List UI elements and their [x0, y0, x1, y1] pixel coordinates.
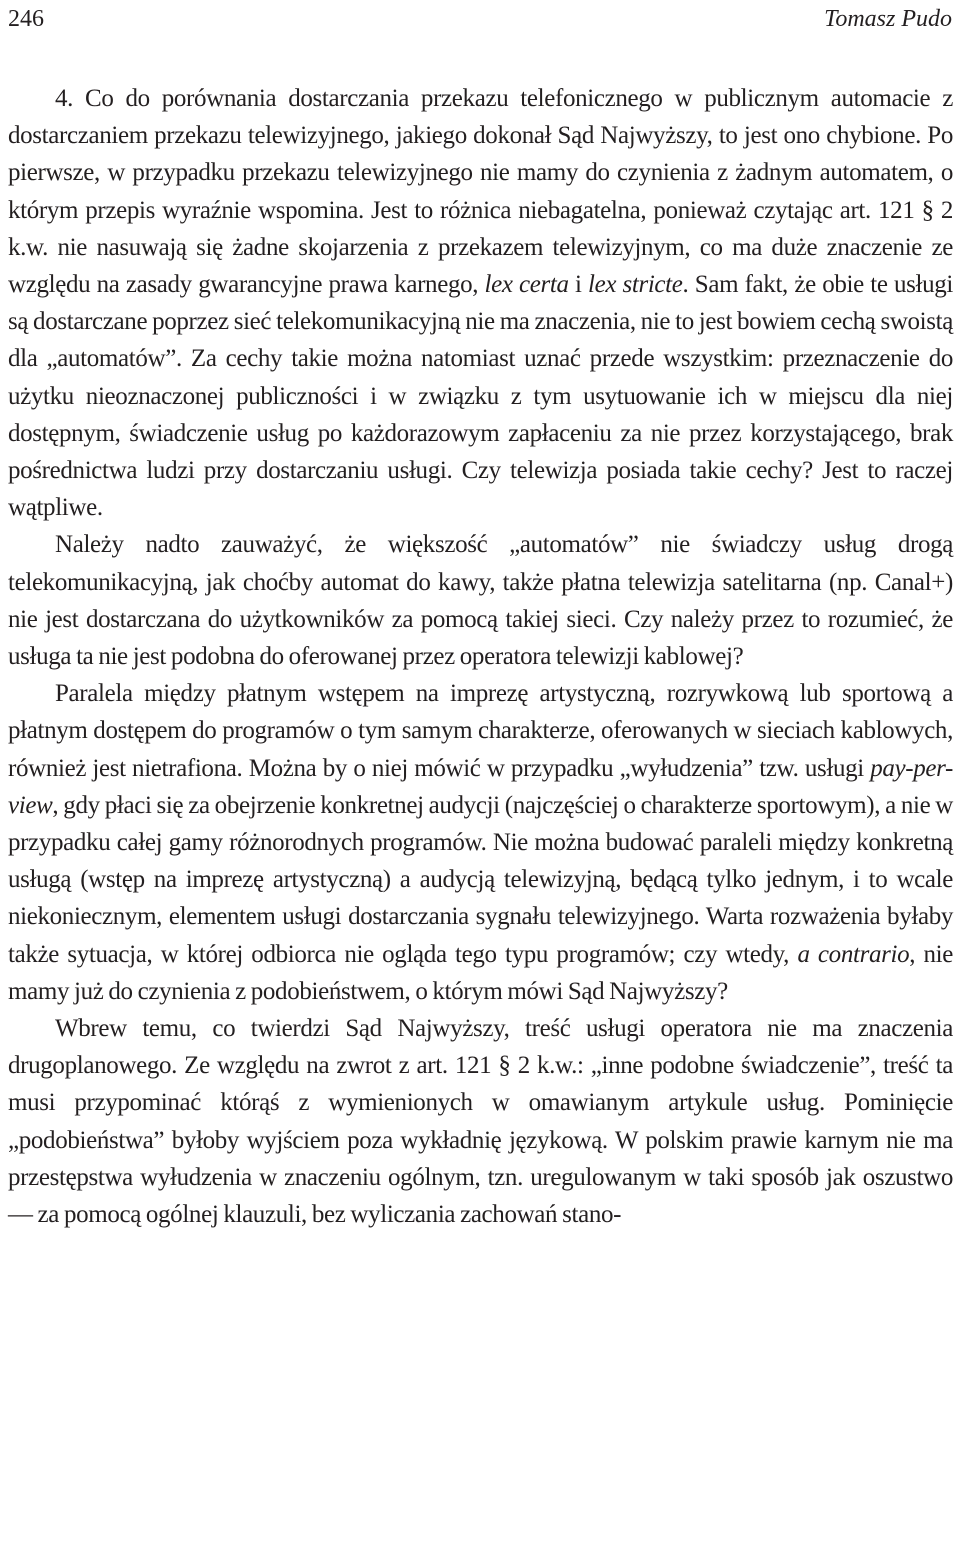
text-run: 4. Co do porównania dostarczania przekazu telefonicznego w publicznym automacie z dostarczaniem przekazu telewizyjnego, jakiego dokonał Sąd Najwyższy, to jest ono chybione. Po pierwsze, w przypadku przekazu telewizyjnego nie mamy do czynienia z żadnym automatem, o którym przepis wyraźnie wspomina. Jest to różnica niebagatelna, ponieważ czytając art. 121 § 2 k.w. nie nasuwają się żadne skojarzenia z przekazem telewizyjnym, co ma duże znaczenie ze względu na zasady gwarancyjne prawa karnego, [8, 85, 953, 299]
paragraph-2 [8, 526, 953, 675]
italic-term: lex stricte [588, 271, 683, 299]
text-run: , nie mamy już do czynienia z podobieństwem, o którym mówi Sąd Najwyższy? [8, 940, 953, 1005]
paragraph-1 [8, 80, 953, 526]
running-head-author: Tomasz Pudo [824, 6, 952, 32]
text-run: , gdy płaci się za obejrzenie konkretnej audycji (najczęściej o charakterze sportowym), a nie w przypadku całej gamy różnorodnych programów. Nie można budować paraleli między konkretną usługą (wstęp na imprezę artystyczną) a audycją telewizyjną, będącą tylko jednym, i to wcale niekoniecznym, elementem usługi dostarczania sygnału telewizyjnego. Warta rozważenia byłaby także sytuacja, w której odbiorca nie ogląda tego typu programów; czy wtedy, [8, 791, 953, 968]
text-run: Wbrew temu, co twierdzi Sąd Najwyższy, treść usługi operatora nie ma znaczenia drugoplanowego. Ze względu na zwrot z art. 121 § 2 k.w.: „inne podobne świadczenie”, treść ta musi przypominać którąś z wymienionych w omawianym artykule usług. Pominięcie „podobieństwa” byłoby wyjściem poza wykładnię językową. W polskim prawie karnym nie ma przestępstwa wyłudzenia w znaczeniu ogólnym, tzn. uregulowanym w taki sposób jak oszustwo — za pomocą ogólnej klauzuli, bez wyliczania zachowań stano- [8, 1015, 953, 1229]
text-run: i [568, 271, 588, 299]
page-number: 246 [8, 6, 44, 32]
paragraph-3 [8, 675, 953, 1010]
page-header [8, 2, 952, 36]
text-run: Należy nadto zauważyć, że większość „automatów” nie świadczy usług drogą telekomunikacyjną, jak choćby automat do kawy, także płatna telewizja satelitarna (np. Canal+) nie jest dostarczana do użytkowników za pomocą takiej sieci. Czy należy przez to rozumieć, że usługa ta nie jest podobna do oferowanej przez operatora telewizji kablowej? [8, 531, 953, 671]
text-run: . Sam fakt, że obie te usługi są dostarczane poprzez sieć telekomunikacyjną nie ma znaczenia, nie to jest bowiem cechą swoistą dla „automatów”. Za cechy takie można natomiast uznać przede wszystkim: przeznaczenie do użytku nieoznaczonej publiczności i w związku z tym usytuowanie ich w miejscu dla niej dostępnym, świadczenie usług po każdorazowym zapłaceniu za nie przez korzystającego, brak pośrednictwa ludzi przy dostarczaniu usługi. Czy telewizja posiada takie cechy? Jest to raczej wątpliwe. [8, 271, 953, 522]
italic-term: pay-per-view [8, 754, 953, 819]
italic-term: a contrario [797, 940, 910, 968]
body-text [8, 80, 953, 1233]
italic-term: lex certa [484, 271, 569, 299]
text-run: Paralela między płatnym wstępem na imprezę artystyczną, rozrywkową lub sportową a płatnym dostępem do programów o tym samym charakterze, oferowanych w sieciach kablowych, również jest nietrafiona. Można by o niej mówić w przypadku „wyłudzenia” tzw. usługi [8, 680, 953, 782]
paragraph-4 [8, 1010, 953, 1233]
